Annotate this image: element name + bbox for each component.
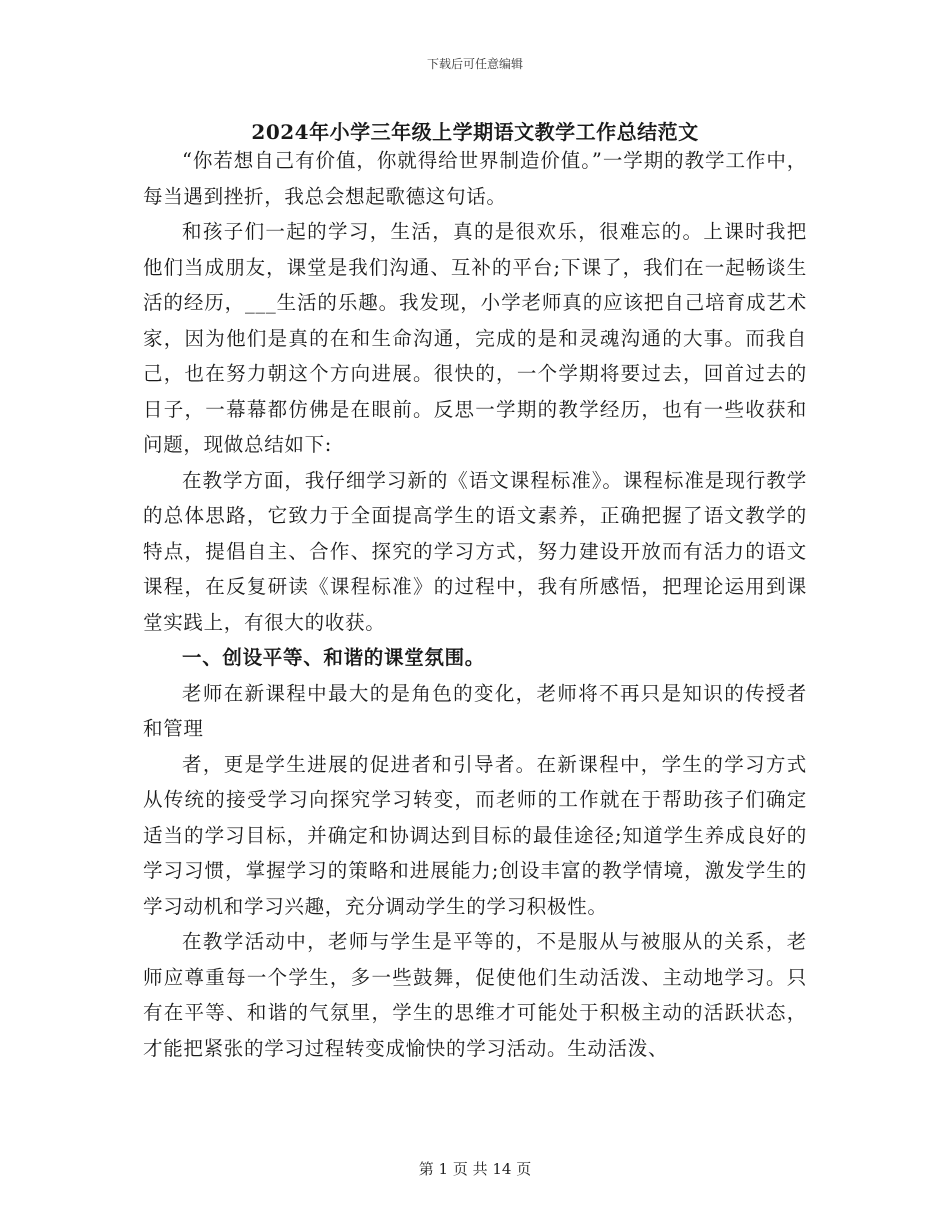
document-body <box>143 143 807 1066</box>
paragraph-equality: 在教学活动中，老师与学生是平等的，不是服从与被服从的关系，老师应尊重每一个学生，多一些鼓舞，促使他们生动活泼、主动地学习。只有在平等、和谐的气氛里，学生的思维才可能处于积极主动的活跃状态，才能把紧张的学习过程转变成愉快的学习活动。生动活泼、 <box>143 930 807 1060</box>
paragraph-intro: “你若想自己有价值，你就得给世界制造价值。”一学期的教学工作中，每当遇到挫折，我总会想起歌德这句话。 <box>143 149 807 208</box>
section-heading: 一、创设平等、和谐的课堂氛围。 <box>182 646 486 669</box>
paragraph-role-change: 老师在新课程中最大的是角色的变化，老师将不再只是知识的传授者和管理 <box>143 681 807 740</box>
header-note: 下载后可任意编辑 <box>426 57 523 71</box>
page-number: 第 1 页 共 14 页 <box>418 1160 532 1178</box>
paragraph-facilitator: 者，更是学生进展的促进者和引导者。在新课程中，学生的学习方式从传统的接受学习向探究学习转变，而老师的工作就在于帮助孩子们确定适当的学习目标，并确定和协调达到目标的最佳途径;知道学生养成良好的学习习惯，掌握学习的策略和进展能力;创设丰富的教学情境，激发学生的学习动机和学习兴趣，充分调动学生的学习积极性。 <box>143 752 807 918</box>
paragraph-teaching: 在教学方面，我仔细学习新的《语文课程标准》。课程标准是现行教学的总体思路，它致力于全面提高学生的语文素养，正确把握了语文教学的特点，提倡自主、合作、探究的学习方式，努力建设开放而有活力的语文课程，在反复研读《课程标准》的过程中，我有所感悟，把理论运用到课堂实践上，有很大的收获。 <box>143 468 807 634</box>
paragraph-reflection: 和孩子们一起的学习，生活，真的是很欢乐，很难忘的。上课时我把他们当成朋友，课堂是我们沟通、互补的平台;下课了，我们在一起畅谈生活的经历，___生活的乐趣。我发现，小学老师真的应该把自己培育成艺术家，因为他们是真的在和生命沟通，完成的是和灵魂沟通的大事。而我自己，也在努力朝这个方向进展。很快的，一个学期将要过去，回首过去的日子，一幕幕都仿佛是在眼前。反思一学期的教学经历，也有一些收获和问题，现做总结如下: <box>143 220 807 456</box>
document-title: 2024年小学三年级上学期语文教学工作总结范文 <box>251 120 699 144</box>
